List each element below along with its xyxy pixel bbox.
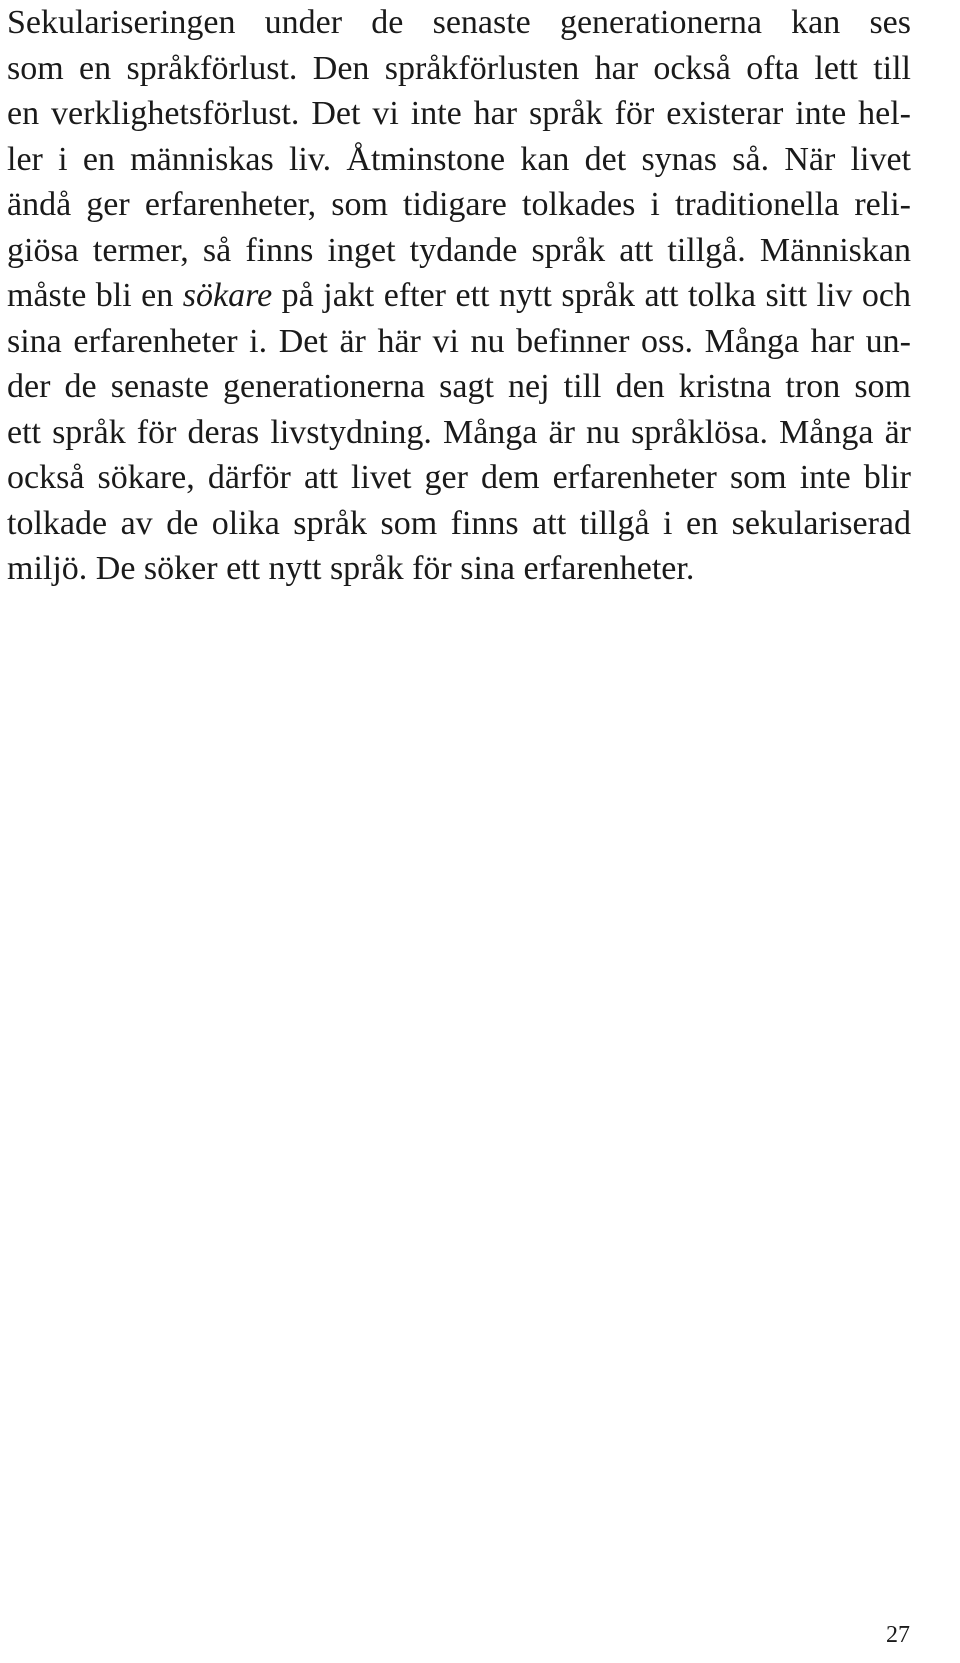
text-line: som en språkförlust. Den språkförlusten har också ofta lett till xyxy=(7,49,911,87)
text-line: miljö. De söker ett nytt språk för sina erfarenheter. xyxy=(7,550,695,587)
body-paragraph xyxy=(7,0,911,592)
page-number: 27 xyxy=(886,1622,910,1648)
text-line: tolkade av de olika språk som finns att tillgå i en sekulariserad xyxy=(7,504,911,542)
text-segment: på jakt efter ett nytt språk att tolka sitt liv och xyxy=(272,277,911,314)
text-line: ler i en människas liv. Åtminstone kan det synas så. När livet xyxy=(7,140,911,178)
text-line: giösa termer, så finns inget tydande språk att tillgå. Människan xyxy=(7,231,911,269)
text-line: också sökare, därför att livet ger dem erfarenheter som inte blir xyxy=(7,459,911,496)
text-line: en verklighetsförlust. Det vi inte har språk för existerar inte hel- xyxy=(7,95,911,132)
text-line: Sekulariseringen under de senaste generationerna kan ses xyxy=(7,4,911,41)
text-line: der de senaste generationerna sagt nej till den kristna tron som xyxy=(7,368,911,405)
text-line: ändå ger erfarenheter, som tidigare tolkades i traditionella reli- xyxy=(7,186,911,223)
text-line xyxy=(7,273,911,319)
text-line: ett språk för deras livstydning. Många är nu språklösa. Många är xyxy=(7,413,911,451)
emphasized-word: sökare xyxy=(182,277,273,314)
text-segment: måste bli en xyxy=(7,277,183,314)
text-line: sina erfarenheter i. Det är här vi nu befinner oss. Många har un- xyxy=(7,322,911,360)
